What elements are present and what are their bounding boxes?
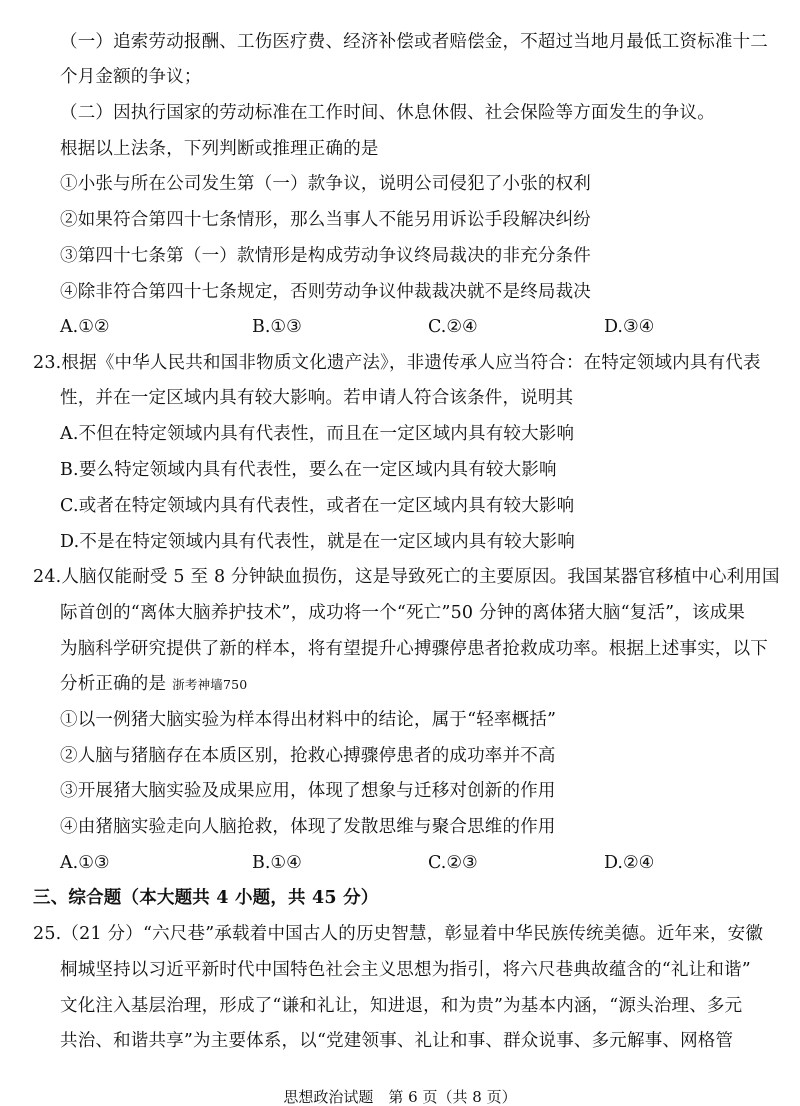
q22-clause-2: （二）因执行国家的劳动标准在工作时间、休息休假、社会保险等方面发生的争议。 [60, 103, 715, 123]
q22-item-3: ③第四十七条第（一）款情形是构成劳动争议终局裁决的非充分条件 [60, 246, 591, 266]
q23-option-b[interactable]: B.要么特定领域内具有代表性，要么在一定区域内具有较大影响 [60, 460, 557, 480]
q24-item-2: ②人脑与猪脑存在本质区别，抢救心搏骤停患者的成功率并不高 [60, 746, 556, 766]
q24-item-3: ③开展猪大脑实验及成果应用，体现了想象与迁移对创新的作用 [60, 781, 556, 801]
q25-stem: 25.（21 分）“六尺巷”承载着中国古人的历史智慧，彰显着中华民族传统美德。近年来，安徽 [33, 924, 764, 944]
q22-option-c[interactable]: C.②④ [428, 317, 478, 337]
q24-options [0, 852, 800, 874]
q24-option-d[interactable]: D.②④ [604, 853, 655, 873]
q24-stem-cont-1: 际首创的“离体大脑养护技术”，成功将一个“死亡”50 分钟的离体猪大脑“复活”，该成果 [60, 603, 746, 623]
q25-stem-cont-3: 共治、和谐共享”为主要体系，以“党建领事、礼让和事、群众说事、多元解事、网格管 [60, 1031, 734, 1051]
q23-option-a[interactable]: A.不但在特定领域内具有代表性，而且在一定区域内具有较大影响 [60, 424, 575, 444]
q22-clause-1: （一）追索劳动报酬、工伤医疗费、经济补偿或者赔偿金，不超过当地月最低工资标准十二 [60, 32, 768, 52]
q24-item-1: ①以一例猪大脑实验为样本得出材料中的结论，属于“轻率概括” [60, 710, 557, 730]
watermark-text: 浙考神墙750 [172, 677, 248, 692]
q25-stem-cont-2: 文化注入基层治理，形成了“谦和礼让，知进退，和为贵”为基本内涵，“源头治理、多元 [60, 996, 743, 1016]
q22-item-2: ②如果符合第四十七条情形，那么当事人不能另用诉讼手段解决纠纷 [60, 210, 591, 230]
q23-stem-cont: 性，并在一定区域内具有较大影响。若申请人符合该条件，说明其 [60, 388, 574, 408]
q24-stem: 24.人脑仅能耐受 5 至 8 分钟缺血损伤，这是导致死亡的主要原因。我国某器官移植中心利用国 [33, 567, 780, 587]
section-heading: 三、综合题（本大题共 4 小题，共 45 分） [33, 888, 379, 908]
q22-stem: 根据以上法条，下列判断或推理正确的是 [60, 139, 379, 159]
q24-option-b[interactable]: B.①④ [252, 853, 302, 873]
q22-options [0, 316, 800, 338]
q22-option-b[interactable]: B.①③ [252, 317, 302, 337]
q23-option-d[interactable]: D.不是在特定领域内具有代表性，就是在一定区域内具有较大影响 [60, 532, 575, 552]
q23-stem: 23.根据《中华人民共和国非物质文化遗产法》，非遗传承人应当符合：在特定领域内具有代表 [33, 353, 761, 373]
q22-item-4: ④除非符合第四十七条规定，否则劳动争议仲裁裁决就不是终局裁决 [60, 282, 591, 302]
q24-option-a[interactable]: A.①③ [60, 853, 110, 873]
q24-stem-cont-2: 为脑科学研究提供了新的样本，将有望提升心搏骤停患者抢救成功率。根据上述事实，以下 [60, 639, 768, 659]
q24-stem-end: 分析正确的是 [60, 674, 167, 694]
q22-option-d[interactable]: D.③④ [604, 317, 655, 337]
page-footer: 思想政治试题 第 6 页（共 8 页） [283, 1088, 517, 1106]
q24-stem-cont-3 [60, 673, 247, 696]
q22-option-a[interactable]: A.①② [60, 317, 110, 337]
q24-item-4: ④由猪脑实验走向人脑抢救，体现了发散思维与聚合思维的作用 [60, 817, 556, 837]
q22-item-1: ①小张与所在公司发生第（一）款争议，说明公司侵犯了小张的权利 [60, 174, 591, 194]
q25-stem-cont-1: 桐城坚持以习近平新时代中国特色社会主义思想为指引，将六尺巷典故蕴含的“礼让和谐” [60, 960, 751, 980]
q22-clause-1-cont: 个月金额的争议； [60, 67, 202, 87]
q24-option-c[interactable]: C.②③ [428, 853, 478, 873]
q23-option-c[interactable]: C.或者在特定领域内具有代表性，或者在一定区域内具有较大影响 [60, 496, 575, 516]
